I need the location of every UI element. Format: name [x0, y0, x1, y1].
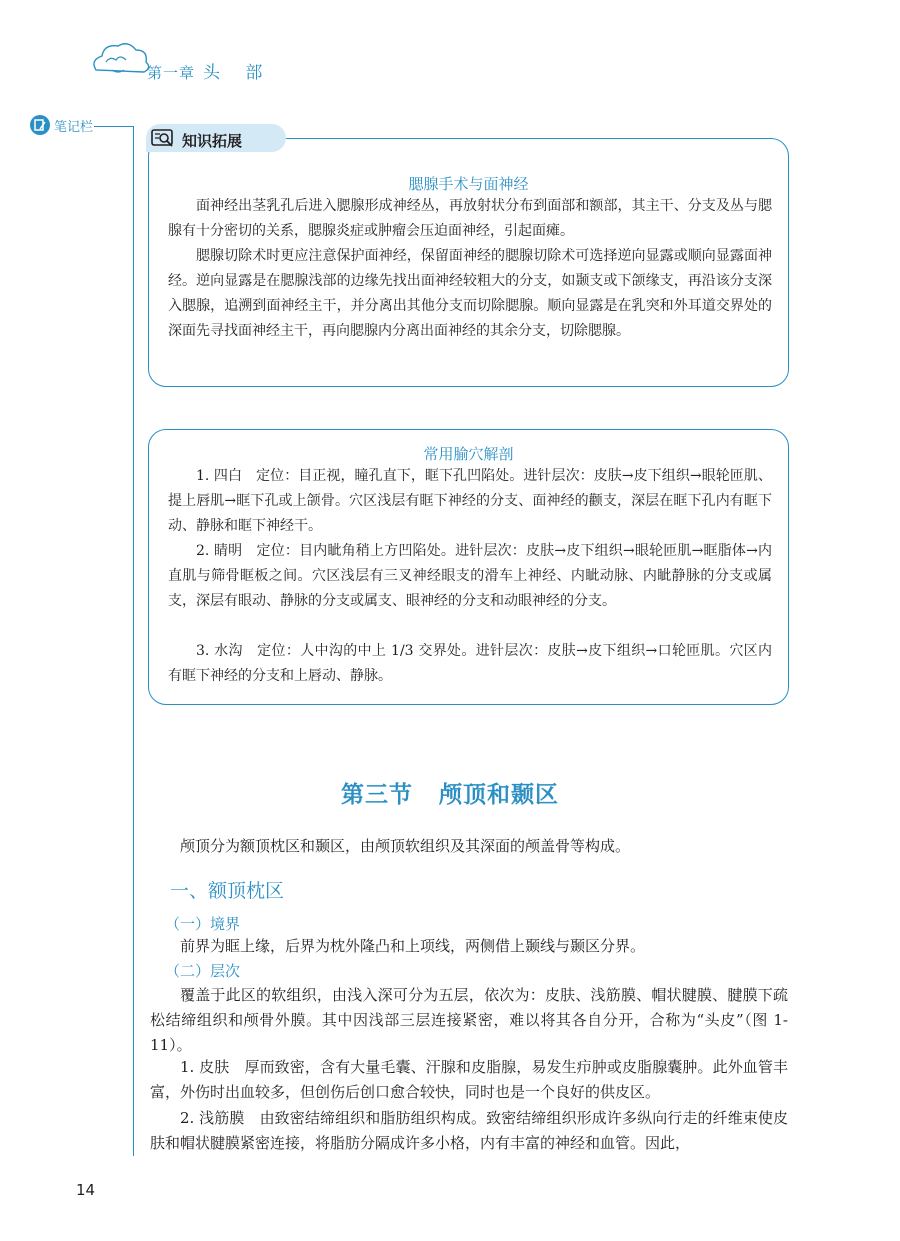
box1-paragraph: 面神经出茎乳孔后进入腮腺形成神经丛，再放射状分布到面部和额部，其主干、分支及丛与腮腺有十分密切的关系，腮腺炎症或肿瘤会压迫面神经，引起面瘫。 [168, 198, 772, 239]
note-icon [29, 114, 51, 136]
heading-boundary: （一）境界 [165, 915, 241, 933]
paragraph-superficial-fascia: 2. 浅筋膜 由致密结缔组织和脂肪组织构成。致密结缔组织形成许多纵向行走的纤维束使皮肤和帽状腱膜紧密连接，将脂肪分隔成许多小格，内有丰富的神经和血管。因此， [150, 1109, 788, 1152]
acupoint-jingming: 2. 睛明 定位：目内眦角稍上方凹陷处。进针层次：皮肤→皮下组织→眼轮匝肌→眶脂体→内直肌与筛骨眶板之间。穴区浅层有三叉神经眼支的滑车上神经、内眦动脉、内眦静脉的分支或属支，深层有眼动、静脉的分支或属支、眼神经的分支和动眼神经的分支。 [168, 543, 772, 609]
paragraph-skin: 1. 皮肤 厚而致密，含有大量毛囊、汗腺和皮脂腺，易发生疖肿或皮脂腺囊肿。此外血管丰富，外伤时出血较多，但创伤后创口愈合较快，同时也是一个良好的供皮区。 [150, 1058, 788, 1101]
section-intro: 颅顶分为额顶枕区和颞区，由颅顶软组织及其深面的颅盖骨等构成。 [180, 837, 631, 855]
section-number: 第三节 [341, 782, 413, 808]
page-number: 14 [76, 1181, 96, 1199]
paragraph-boundary: 前界为眶上缘，后界为枕外隆凸和上项线，两侧借上颞线与颞区分界。 [180, 937, 646, 955]
acupoint-sibai: 1. 四白 定位：目正视，瞳孔直下，眶下孔凹陷处。进针层次：皮肤→皮下组织→眼轮匝肌、提上唇肌→眶下孔或上颌骨。穴区浅层有眶下神经的分支、面神经的颧支，深层在眶下孔内有眶下动、静脉和眶下神经干。 [168, 468, 772, 534]
chapter-title: 头 部 [203, 63, 273, 83]
note-column-label: 笔记栏 [54, 120, 94, 135]
heading-level1: 一、额顶枕区 [170, 880, 285, 902]
chapter-header [147, 58, 272, 83]
section-title [0, 776, 900, 809]
note-column-divider [133, 126, 134, 1156]
box1-paragraph: 腮腺切除术时更应注意保护面神经，保留面神经的腮腺切除术可选择逆向显露或顺向显露面神经。逆向显露是在腮腺浅部的边缘先找出面神经较粗大的分支，如颞支或下颌缘支，再沿该分支深入腮腺，追溯到面神经主干，并分离出其他分支而切除腮腺。顺向显露是在乳突和外耳道交界处的深面先寻找面神经主干，再向腮腺内分离出面神经的其余分支，切除腮腺。 [168, 248, 772, 339]
acupoint-shuigou: 3. 水沟 定位：人中沟的中上 1/3 交界处。进针层次：皮肤→皮下组织→口轮匝肌。穴区内有眶下神经的分支和上唇动、静脉。 [168, 643, 772, 684]
section-name: 颅顶和颞区 [439, 782, 559, 808]
box1-title: 腮腺手术与面神经 [408, 175, 529, 193]
box2-title: 常用腧穴解剖 [423, 445, 514, 463]
chapter-number: 第一章 [147, 64, 196, 82]
knowledge-extension-label: 知识拓展 [182, 132, 243, 150]
magnifier-book-icon [150, 127, 176, 149]
cloud-ornament-icon [90, 40, 150, 82]
note-column-rule [94, 126, 134, 127]
paragraph-layers: 覆盖于此区的软组织，由浅入深可分为五层，依次为：皮肤、浅筋膜、帽状腱膜、腱膜下疏松结缔组织和颅骨外膜。其中因浅部三层连接紧密，难以将其各自分开，合称为“头皮”（图 1-11）。 [150, 986, 788, 1054]
heading-layers: （二）层次 [165, 962, 241, 980]
